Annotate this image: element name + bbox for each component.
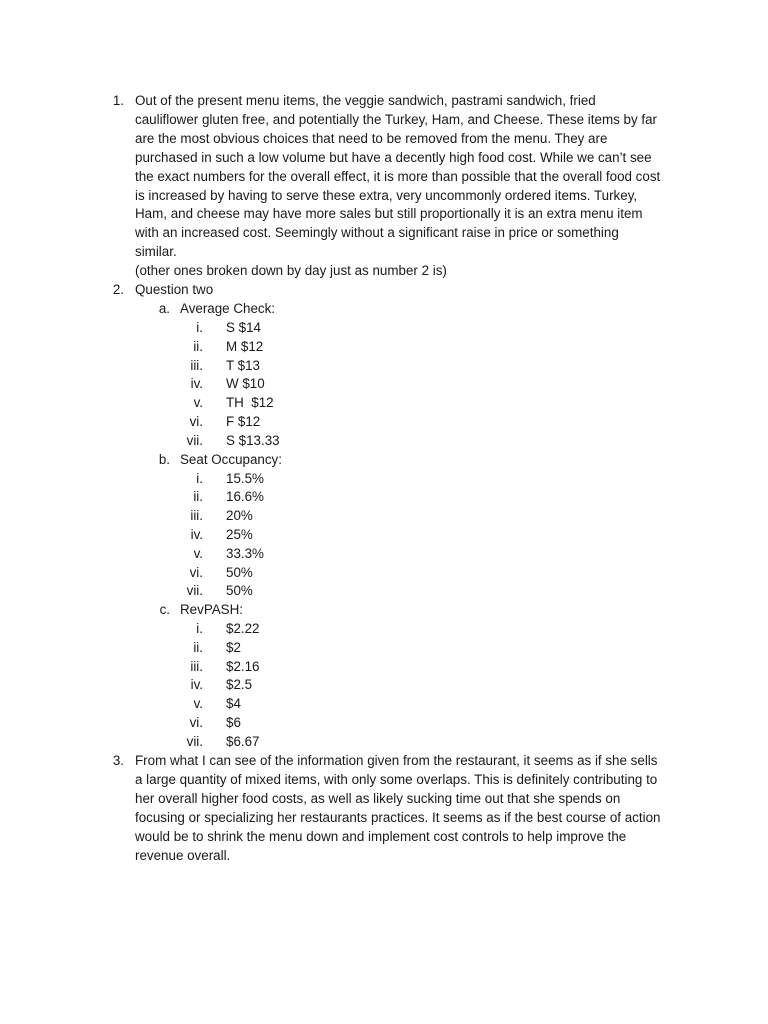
roman-marker: i. <box>196 471 203 486</box>
roman-marker: vi. <box>189 414 203 429</box>
revpash-value: $2.5 <box>226 677 253 692</box>
revpash-value: $2.16 <box>226 659 260 674</box>
average-check-value: W $10 <box>226 376 265 391</box>
item-1-line: are the most obvious choices that need to be removed from the menu. They are <box>135 130 608 146</box>
item-1-note: (other ones broken down by day just as number 2 is) <box>135 263 447 279</box>
roman-marker: v. <box>193 546 203 561</box>
item-3-line: would be to shrink the menu down and implement cost controls to help improve the <box>135 828 627 844</box>
revpash-value: $2 <box>226 640 241 655</box>
roman-marker: iv. <box>190 677 203 692</box>
item-1-line: with an increased cost. Seemingly without a significant raise in price or something <box>135 225 619 241</box>
item-3-line: her overall higher food costs, as well as likely sucking time out that she spends on <box>135 790 621 806</box>
average-check-value: S $13.33 <box>226 433 280 448</box>
item-1-marker: 1. <box>112 93 124 108</box>
item-1-line: cauliflower gluten free, and potentially the Turkey, Ham, and Cheese. These items by far <box>135 111 658 127</box>
roman-marker: vii. <box>186 433 203 448</box>
roman-marker: ii. <box>193 640 203 655</box>
item-1-line: is increased by having to serve these extra, very uncommonly ordered items. Turkey, <box>135 187 638 203</box>
item-1-line: Ham, and cheese may have more sales but still proportionally it is an extra menu item <box>135 206 643 222</box>
item-1-line: the exact numbers for the overall effect, it is more than possible that the overall food cost <box>135 168 661 184</box>
roman-marker: i. <box>196 320 203 335</box>
subitem-c-marker: c. <box>159 602 170 617</box>
item-3-line: focusing or specializing her restaurants practices. It seems as if the best course of action <box>135 809 661 825</box>
seat-occupancy-value: 33.3% <box>226 546 264 561</box>
item-1-line: similar. <box>135 244 177 260</box>
roman-marker: iv. <box>190 376 203 391</box>
subitem-b-label: Seat Occupancy: <box>180 452 282 467</box>
average-check-value: S $14 <box>226 320 261 335</box>
seat-occupancy-value: 25% <box>226 527 253 542</box>
item-3-paragraph <box>135 752 683 865</box>
roman-marker: iii. <box>190 659 203 674</box>
revpash-value: $4 <box>226 696 241 711</box>
item-1-paragraph <box>135 92 683 281</box>
roman-marker: iii. <box>190 358 203 373</box>
item-2-marker: 2. <box>112 282 124 297</box>
subitem-b-marker: b. <box>158 452 170 467</box>
revpash-value: $6.67 <box>226 734 260 749</box>
item-3-marker: 3. <box>112 753 124 768</box>
item-3-line: a large quantity of mixed items, with only some overlaps. This is definitely contributing to <box>135 771 658 787</box>
roman-marker: iii. <box>190 508 203 523</box>
roman-marker: ii. <box>193 489 203 504</box>
roman-marker: iv. <box>190 527 203 542</box>
roman-marker: v. <box>193 395 203 410</box>
roman-marker: vi. <box>189 715 203 730</box>
roman-marker: vi. <box>189 565 203 580</box>
seat-occupancy-value: 16.6% <box>226 489 264 504</box>
seat-occupancy-value: 20% <box>226 508 253 523</box>
roman-marker: ii. <box>193 339 203 354</box>
average-check-value: TH $12 <box>226 395 274 410</box>
seat-occupancy-value: 50% <box>226 583 253 598</box>
roman-marker: vii. <box>186 734 203 749</box>
roman-marker: v. <box>193 696 203 711</box>
subitem-a-marker: a. <box>158 301 170 316</box>
item-1-line: purchased in such a low volume but have a decently high food cost. While we can’t see <box>135 149 652 165</box>
subitem-c-label: RevPASH: <box>180 602 244 617</box>
average-check-value: F $12 <box>226 414 261 429</box>
average-check-value: T $13 <box>226 358 260 373</box>
seat-occupancy-value: 15.5% <box>226 471 264 486</box>
subitem-a-label: Average Check: <box>180 301 276 316</box>
item-3-line: revenue overall. <box>135 847 231 863</box>
item-1-line: Out of the present menu items, the veggie sandwich, pastrami sandwich, fried <box>135 93 596 108</box>
item-2-label: Question two <box>135 282 214 297</box>
revpash-value: $2.22 <box>226 621 260 636</box>
seat-occupancy-value: 50% <box>226 565 253 580</box>
roman-marker: vii. <box>186 583 203 598</box>
item-3-line: From what I can see of the information given from the restaurant, it seems as if she sells <box>135 753 658 768</box>
average-check-value: M $12 <box>226 339 264 354</box>
roman-marker: i. <box>196 621 203 636</box>
revpash-value: $6 <box>226 715 241 730</box>
